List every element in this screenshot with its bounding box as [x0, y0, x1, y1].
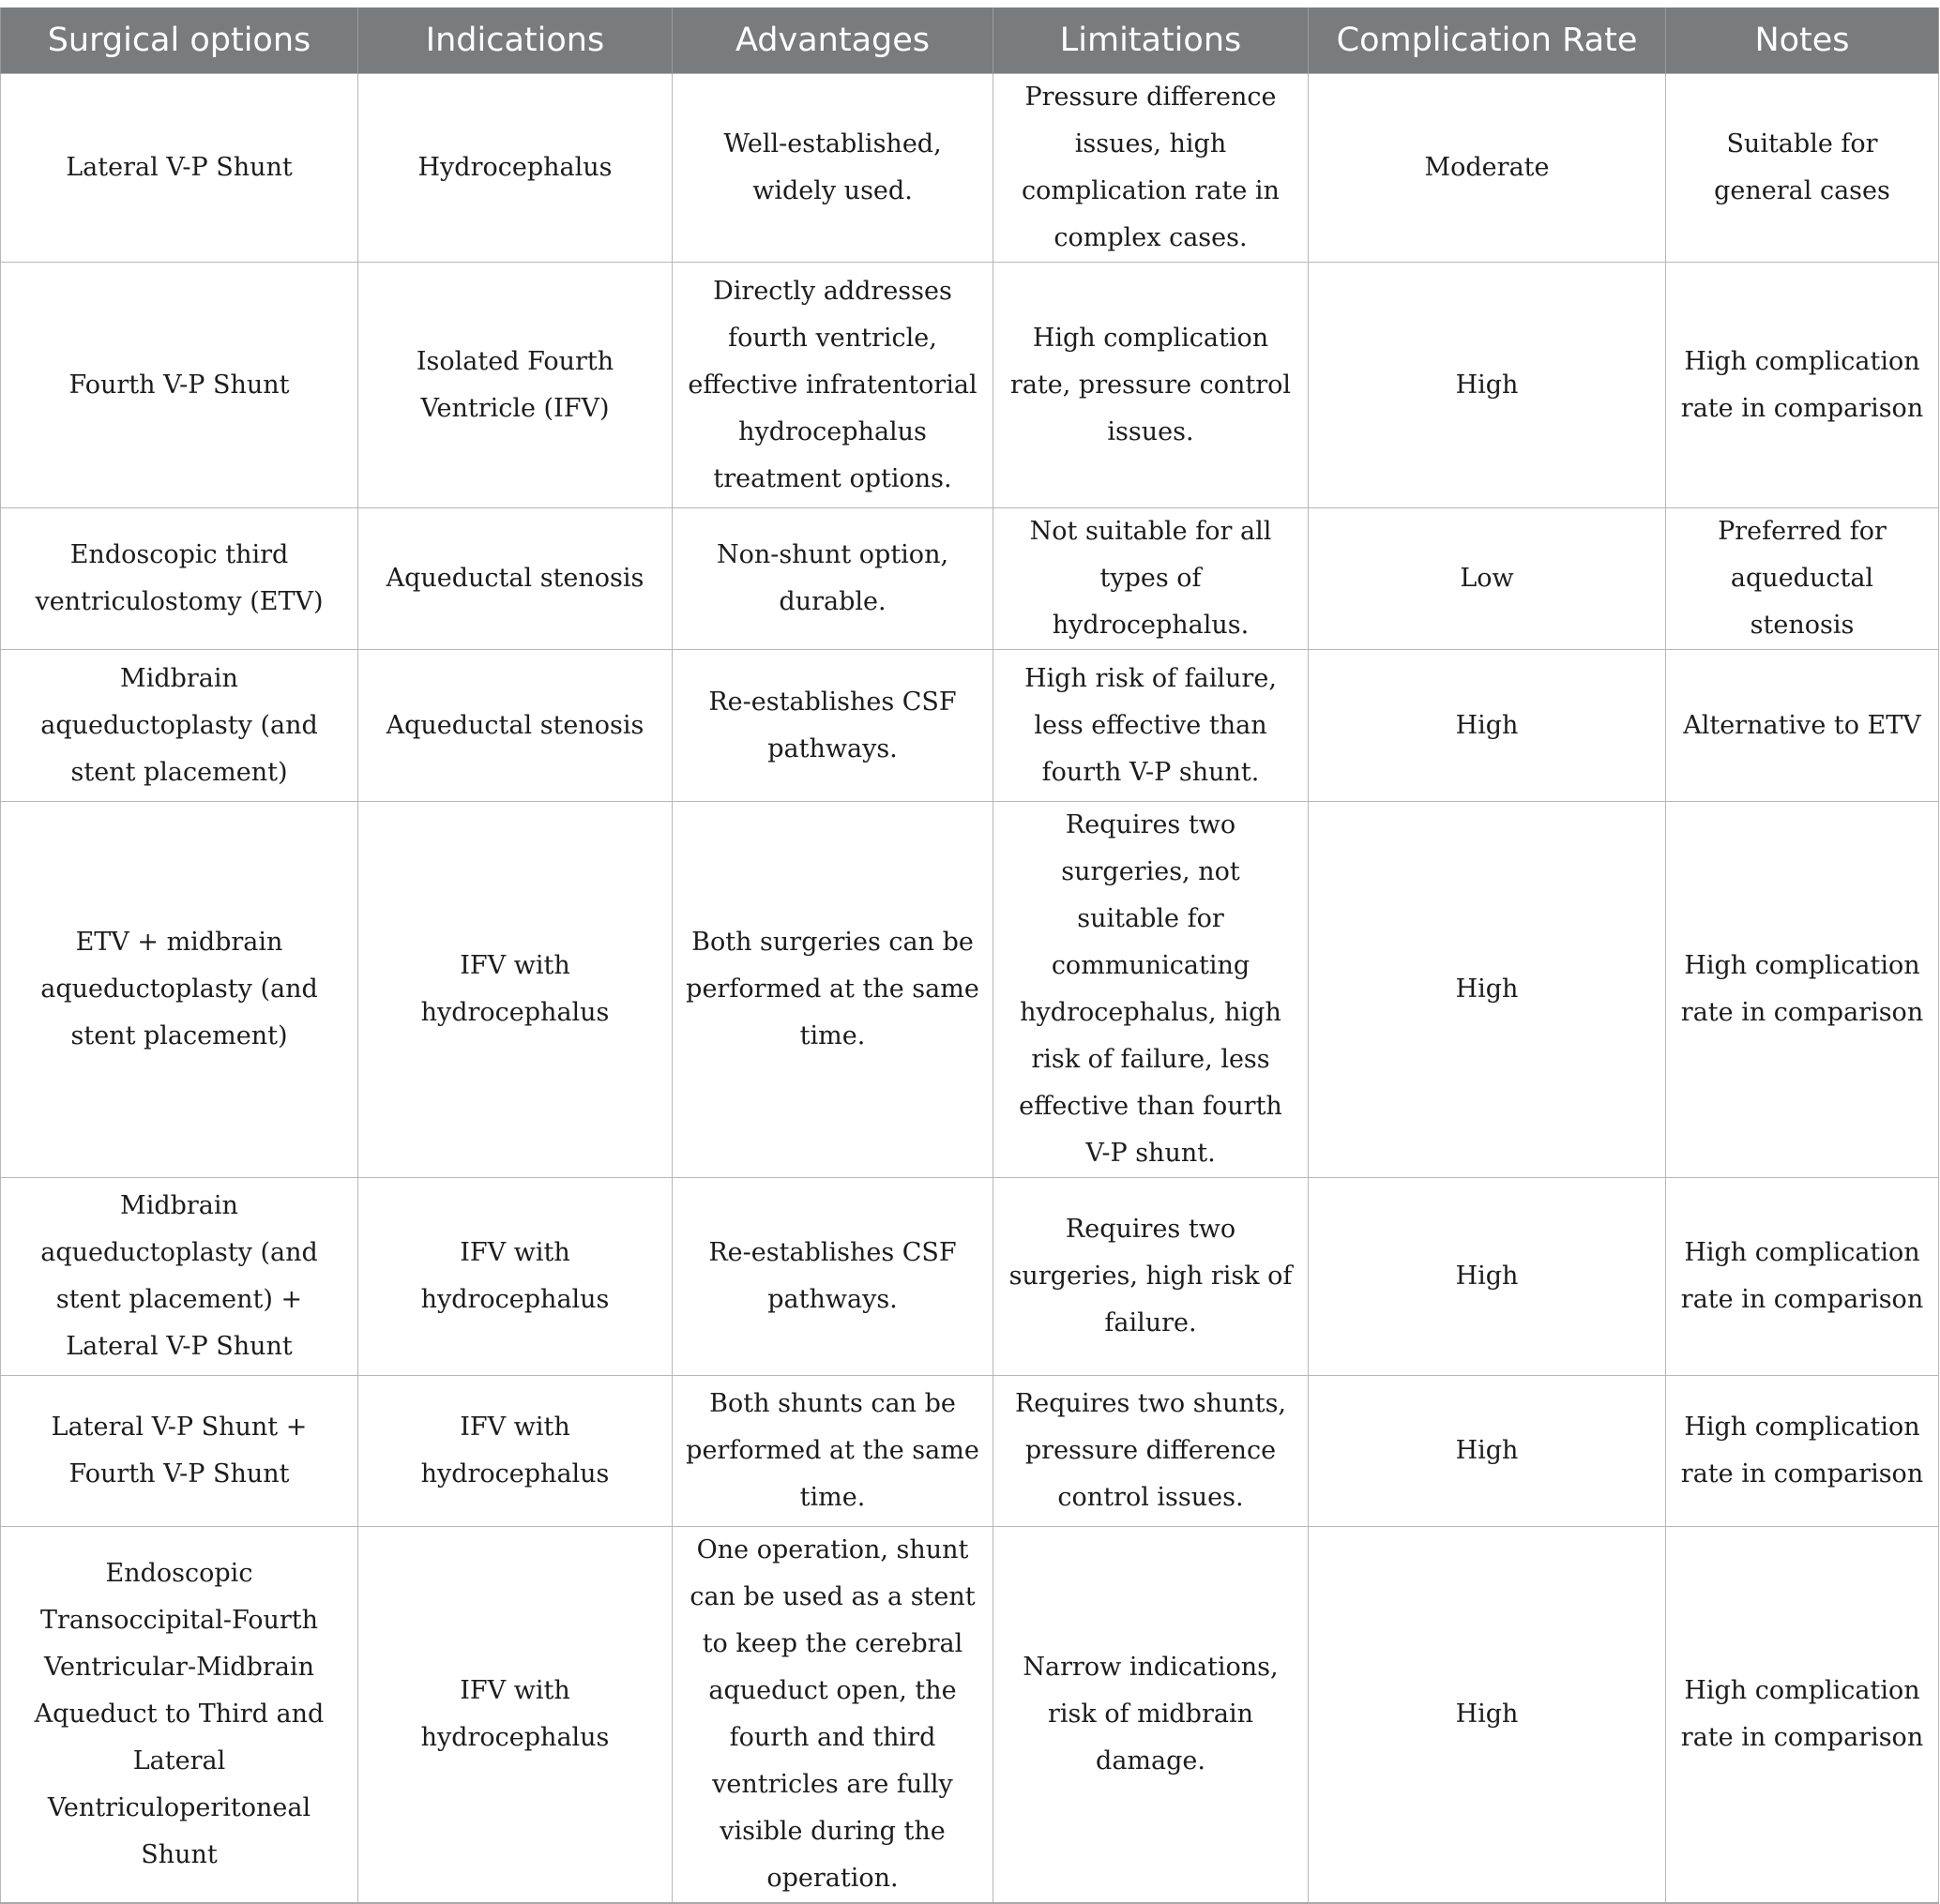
table-row	[1, 802, 1939, 1178]
cell-notes: High complication rate in comparison	[1666, 802, 1939, 1178]
cell-complication-rate: High	[1309, 263, 1666, 508]
cell-advantages: Non-shunt option, durable.	[673, 508, 993, 650]
cell-complication-rate: High	[1309, 650, 1666, 802]
table-row	[1, 1178, 1939, 1376]
cell-surgical-option: Midbrain aqueductoplasty (and stent placement) + Lateral V-P Shunt	[1, 1178, 358, 1376]
header-surgical-options: Surgical options	[1, 8, 358, 74]
table-row	[1, 650, 1939, 802]
cell-notes: Suitable for general cases	[1666, 74, 1939, 263]
cell-notes: High complication rate in comparison	[1666, 263, 1939, 508]
table-header	[1, 8, 1939, 74]
table-row	[1, 1527, 1939, 1904]
surgical-options-table-container	[0, 8, 1938, 1904]
cell-surgical-option: Lateral V-P Shunt + Fourth V-P Shunt	[1, 1376, 358, 1527]
cell-notes: Alternative to ETV	[1666, 650, 1939, 802]
table-row	[1, 1376, 1939, 1527]
cell-advantages: Re-establishes CSF pathways.	[673, 1178, 993, 1376]
cell-complication-rate: High	[1309, 802, 1666, 1178]
cell-limitations: High risk of failure, less effective than fourth V-P shunt.	[993, 650, 1309, 802]
cell-indications: Isolated Fourth Ventricle (IFV)	[358, 263, 673, 508]
cell-limitations: Pressure difference issues, high complication rate in complex cases.	[993, 74, 1309, 263]
cell-advantages: Directly addresses fourth ventricle, effective infratentorial hydrocephalus treatment options.	[673, 263, 993, 508]
cell-indications: IFV with hydrocephalus	[358, 1527, 673, 1904]
cell-notes: High complication rate in comparison	[1666, 1527, 1939, 1904]
cell-surgical-option: Endoscopic Transoccipital-Fourth Ventricular-Midbrain Aqueduct to Third and Lateral Ventriculoperitoneal Shunt	[1, 1527, 358, 1904]
cell-advantages: One operation, shunt can be used as a stent to keep the cerebral aqueduct open, the fourth and third ventricles are fully visible during the operation.	[673, 1527, 993, 1904]
cell-limitations: Narrow indications, risk of midbrain damage.	[993, 1527, 1309, 1904]
cell-notes: High complication rate in comparison	[1666, 1178, 1939, 1376]
cell-complication-rate: Low	[1309, 508, 1666, 650]
cell-indications: IFV with hydrocephalus	[358, 1178, 673, 1376]
cell-surgical-option: Lateral V-P Shunt	[1, 74, 358, 263]
cell-indications: Aqueductal stenosis	[358, 650, 673, 802]
header-row	[1, 8, 1939, 74]
cell-advantages: Both surgeries can be performed at the same time.	[673, 802, 993, 1178]
cell-notes: Preferred for aqueductal stenosis	[1666, 508, 1939, 650]
cell-limitations: Requires two surgeries, not suitable for communicating hydrocephalus, high risk of failure, less effective than fourth V-P shunt.	[993, 802, 1309, 1178]
cell-limitations: Requires two shunts, pressure difference control issues.	[993, 1376, 1309, 1527]
table-body	[1, 74, 1939, 1904]
header-advantages: Advantages	[673, 8, 993, 74]
cell-notes: High complication rate in comparison	[1666, 1376, 1939, 1527]
cell-limitations: Not suitable for all types of hydrocephalus.	[993, 508, 1309, 650]
table-row	[1, 74, 1939, 263]
cell-surgical-option: ETV + midbrain aqueductoplasty (and stent placement)	[1, 802, 358, 1178]
cell-advantages: Both shunts can be performed at the same time.	[673, 1376, 993, 1527]
cell-indications: IFV with hydrocephalus	[358, 802, 673, 1178]
header-limitations: Limitations	[993, 8, 1309, 74]
cell-complication-rate: Moderate	[1309, 74, 1666, 263]
surgical-options-table	[0, 8, 1939, 1904]
cell-surgical-option: Fourth V-P Shunt	[1, 263, 358, 508]
cell-complication-rate: High	[1309, 1527, 1666, 1904]
cell-indications: IFV with hydrocephalus	[358, 1376, 673, 1527]
cell-limitations: Requires two surgeries, high risk of failure.	[993, 1178, 1309, 1376]
header-notes: Notes	[1666, 8, 1939, 74]
cell-advantages: Well-established, widely used.	[673, 74, 993, 263]
header-indications: Indications	[358, 8, 673, 74]
cell-advantages: Re-establishes CSF pathways.	[673, 650, 993, 802]
cell-surgical-option: Midbrain aqueductoplasty (and stent placement)	[1, 650, 358, 802]
cell-indications: Aqueductal stenosis	[358, 508, 673, 650]
header-complication-rate: Complication Rate	[1309, 8, 1666, 74]
cell-indications: Hydrocephalus	[358, 74, 673, 263]
table-row	[1, 263, 1939, 508]
cell-complication-rate: High	[1309, 1178, 1666, 1376]
cell-surgical-option: Endoscopic third ventriculostomy (ETV)	[1, 508, 358, 650]
table-row	[1, 508, 1939, 650]
cell-complication-rate: High	[1309, 1376, 1666, 1527]
cell-limitations: High complication rate, pressure control issues.	[993, 263, 1309, 508]
